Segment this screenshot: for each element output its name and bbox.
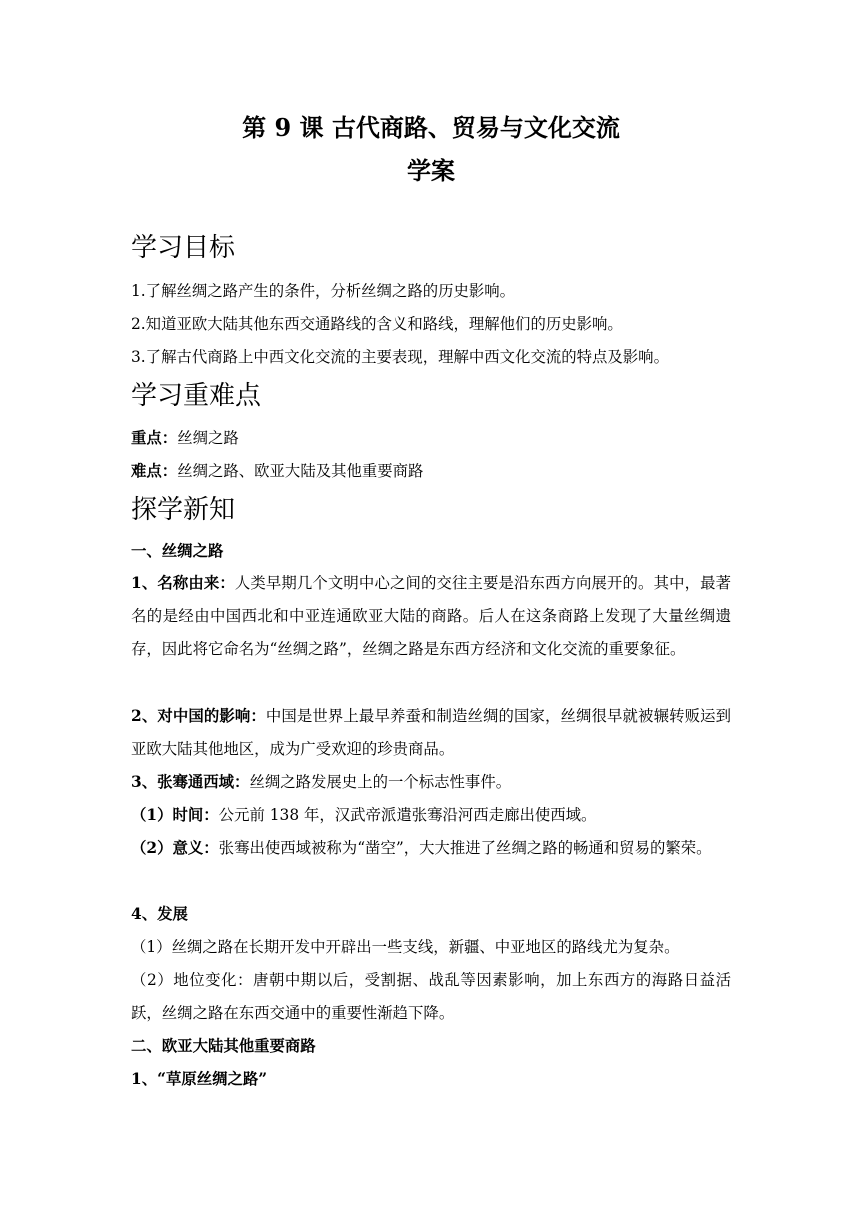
heading-key-points: 学习重难点 [131, 381, 262, 411]
paragraph-impact-china-label: 2、对中国的影响： [131, 707, 266, 725]
paragraph-zhangqian-label: 3、张骞通西域： [131, 773, 250, 791]
heading-learning-goals: 学习目标 [131, 233, 236, 263]
part1-title-text: 一、丝绸之路 [131, 542, 224, 560]
key-point-text: 丝绸之路 [177, 429, 239, 447]
paragraph-name-origin-label: 1、名称由来： [131, 574, 235, 592]
paragraph-name-origin-text: 人类早期几个文明中心之间的交往主要是沿东西方向展开的。其中，最著名的是经由中国西北和中亚连通欧亚大陆的商路。后人在这条商路上发现了大量丝绸遗存，因此将它命名为“丝绸之路”，丝绸之路是东西方经济和文化交流的重要象征。 [131, 574, 731, 658]
paragraph-development-1: （1）丝绸之路在长期开发中开辟出一些支线，新疆、中亚地区的路线尤为复杂。 [131, 938, 680, 956]
paragraph-impact-china-text: 中国是世界上最早养蚕和制造丝绸的国家，丝绸很早就被辗转贩运到亚欧大陆其他地区，成为广受欢迎的珍贵商品。 [131, 707, 731, 758]
paragraph-zhangqian-time [131, 799, 731, 832]
goal-item-2: 2.知道亚欧大陆其他东西交通路线的含义和路线，理解他们的历史影响。 [131, 315, 623, 333]
document-subtitle: 学案 [407, 156, 455, 185]
paragraph-steppe-silk-road-label: 1、“草原丝绸之路” [131, 1070, 268, 1088]
paragraph-zhangqian-time-label: （1）时间： [131, 806, 219, 824]
document-title: 第 9 课 古代商路、贸易与文化交流 [242, 113, 620, 142]
paragraph-impact-china [131, 700, 731, 766]
paragraph-development-label: 4、发展 [131, 905, 188, 923]
paragraph-steppe-silk-road [131, 1063, 731, 1096]
paragraph-development-2: （2）地位变化：唐朝中期以后，受割据、战乱等因素影响，加上东西方的海路日益活跃，丝绸之路在东西交通中的重要性渐趋下降。 [131, 971, 731, 1022]
difficult-point-line [131, 460, 423, 482]
paragraph-zhangqian [131, 766, 731, 799]
goal-item-3: 3.了解古代商路上中西文化交流的主要表现，理解中西文化交流的特点及影响。 [131, 348, 669, 366]
difficult-point-label: 难点： [131, 462, 178, 480]
paragraph-zhangqian-time-text: 公元前 138 年，汉武帝派遣张骞沿河西走廊出使西域。 [218, 806, 597, 824]
paragraph-zhangqian-text: 丝绸之路发展史上的一个标志性事件。 [249, 773, 512, 791]
key-point-label: 重点： [131, 429, 178, 447]
heading-explore: 探学新知 [131, 495, 236, 525]
paragraph-name-origin [131, 567, 731, 666]
paragraph-zhangqian-significance-label: （2）意义： [131, 839, 219, 857]
paragraph-zhangqian-significance-text: 张骞出使西域被称为“凿空”，大大推进了丝绸之路的畅通和贸易的繁荣。 [218, 839, 712, 857]
part2-title [131, 1030, 731, 1063]
part2-title-text: 二、欧亚大陆其他重要商路 [131, 1037, 316, 1055]
paragraph-zhangqian-significance [131, 832, 731, 865]
difficult-point-text: 丝绸之路、欧亚大陆及其他重要商路 [177, 462, 424, 480]
goal-item-1: 1.了解丝绸之路产生的条件，分析丝绸之路的历史影响。 [131, 282, 516, 300]
part1-title [131, 540, 223, 562]
key-point-line [131, 427, 239, 449]
paragraph-development [131, 898, 731, 931]
